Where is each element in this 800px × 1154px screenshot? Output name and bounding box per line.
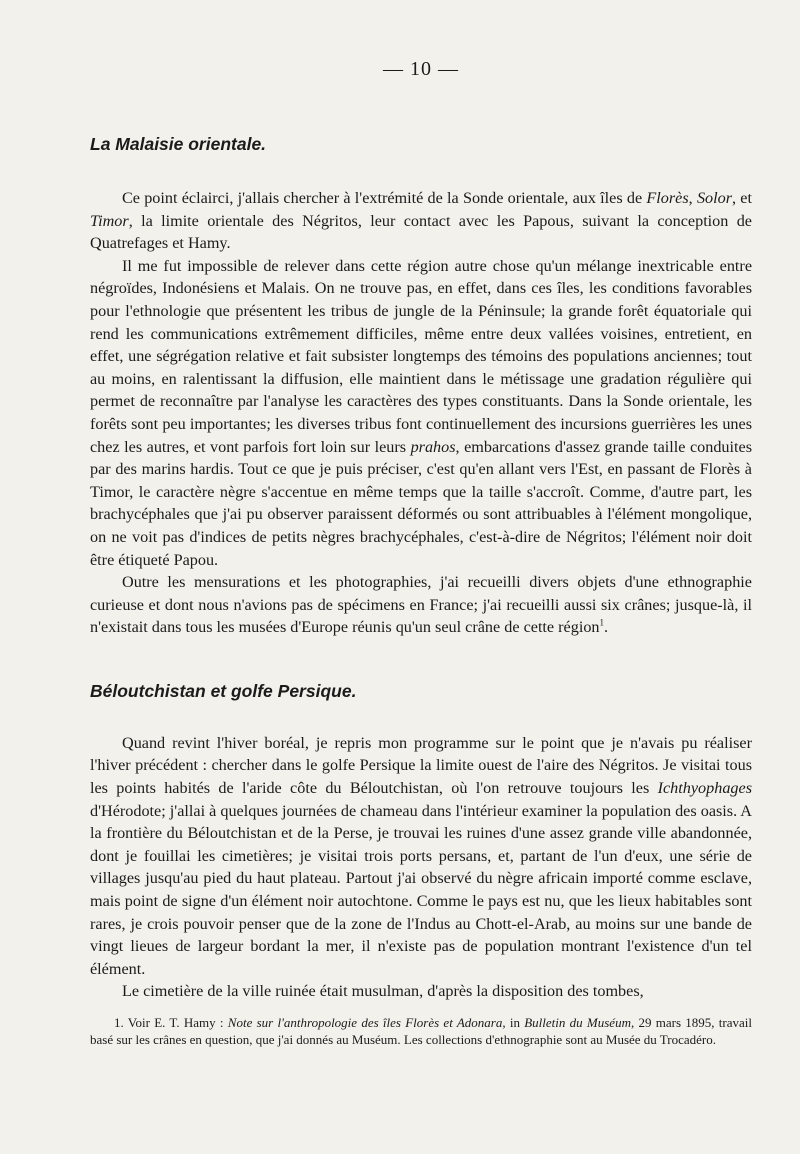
paragraph: Outre les mensurations et les photographies, j'ai recueilli divers objets d'une ethnographie curieuse et dont nous n'avions pas de spécimens en France; j'ai recueilli aussi six crânes; jusque-là, il n'existait dans tous les musées d'Europe réunis qu'un seul crâne de cette région$^1$. <box>90 573 752 637</box>
section-heading-beloutchistan: Béloutchistan et golfe Persique. <box>90 680 357 701</box>
paragraph: Quand revint l'hiver boréal, je repris mon programme sur le point que je n'avais pu réaliser l'hiver précédent : chercher dans le golfe Persique la limite ouest de l'aire des Négritos. Je visitai tous les points habités de l'aride côte du Béloutchistan, où l'on retrouve toujours les Ichthyophages d'Hérodote; j'allai à quelques journées de chameau dans l'intérieur examiner la population des oasis. A la frontière du Béloutchistan et de la Perse, je trouvai les ruines d'une assez grande ville abandonnée, dont je fouillai les cimetières; je visitai trois ports persans, et, partant de l'un d'eux, une série de villages jusqu'au pied du haut plateau. Partout j'ai observé du nègre africain importé comme esclave, mais point de signe d'un élément noir autochtone. Comme le pays est nu, que les lieux habitables sont rares, je crois pouvoir penser que de la zone de l'Indus au Chott-el-Arab, au moins sur une bande de vingt lieues de largeur bordant la mer, il n'existe pas de population montrant l'existence d'un tel élément. <box>90 733 752 978</box>
paragraph: Le cimetière de la ville ruinée était musulman, d'après la disposition des tombes, <box>122 982 644 1001</box>
section-heading-malaisie: La Malaisie orientale. <box>90 134 267 154</box>
footnote: 1. Voir E. T. Hamy : Note sur l'anthropologie des îles Florès et Adonara, in Bulletin du Muséum, 29 mars 1895, travail basé sur les crânes en question, que j'ai donnés au Muséum. Les collections d'ethnographie sont au Musée du Trocadéro. <box>90 1015 752 1047</box>
page-number: — 10 — <box>383 58 459 80</box>
paragraph: Ce point éclairci, j'allais chercher à l'extrémité de la Sonde orientale, aux îles de Florès, Solor, et Timor, la limite orientale des Négritos, leur contact avec les Papous, suivant la conception de Quatrefages et Hamy. <box>90 189 752 253</box>
paragraph: Il me fut impossible de relever dans cette région autre chose qu'un mélange inextricable entre négroïdes, Indonésiens et Malais. On ne trouve pas, en effet, dans ces îles, les conditions favorables pour l'ethnologie que présentent les tribus de jungle de la Péninsule; la grande forêt équatoriale qui rend les communications extrêmement difficiles, même entre deux vallées voisines, entretient, en effet, une ségrégation relative et fait subsister longtemps des témoins des populations anciennes; tout au moins, en ralentissant la diffusion, elle maintient dans le métissage une gradation régulière qui permet de reconnaître par l'analyse les caractères des types constituants. Dans la Sonde orientale, les forêts sont peu importantes; les diverses tribus font continuellement des incursions guerrières les unes chez les autres, et vont parfois fort loin sur leurs prahos, embarcations d'assez grande taille conduites par des marins hardis. Tout ce que je puis préciser, c'est qu'en allant vers l'Est, en passant de Florès à Timor, le caractère nègre s'accentue en même temps que la taille s'accroît. Comme, d'autre part, les brachycéphales que j'ai pu observer paraissent déformés ou sont attribuables à l'élément mongolique, on ne voit pas d'indices de petits nègres brachycéphales, c'est-à-dire de Négritos; l'élément noir doit être étiqueté Papou. <box>90 256 752 569</box>
